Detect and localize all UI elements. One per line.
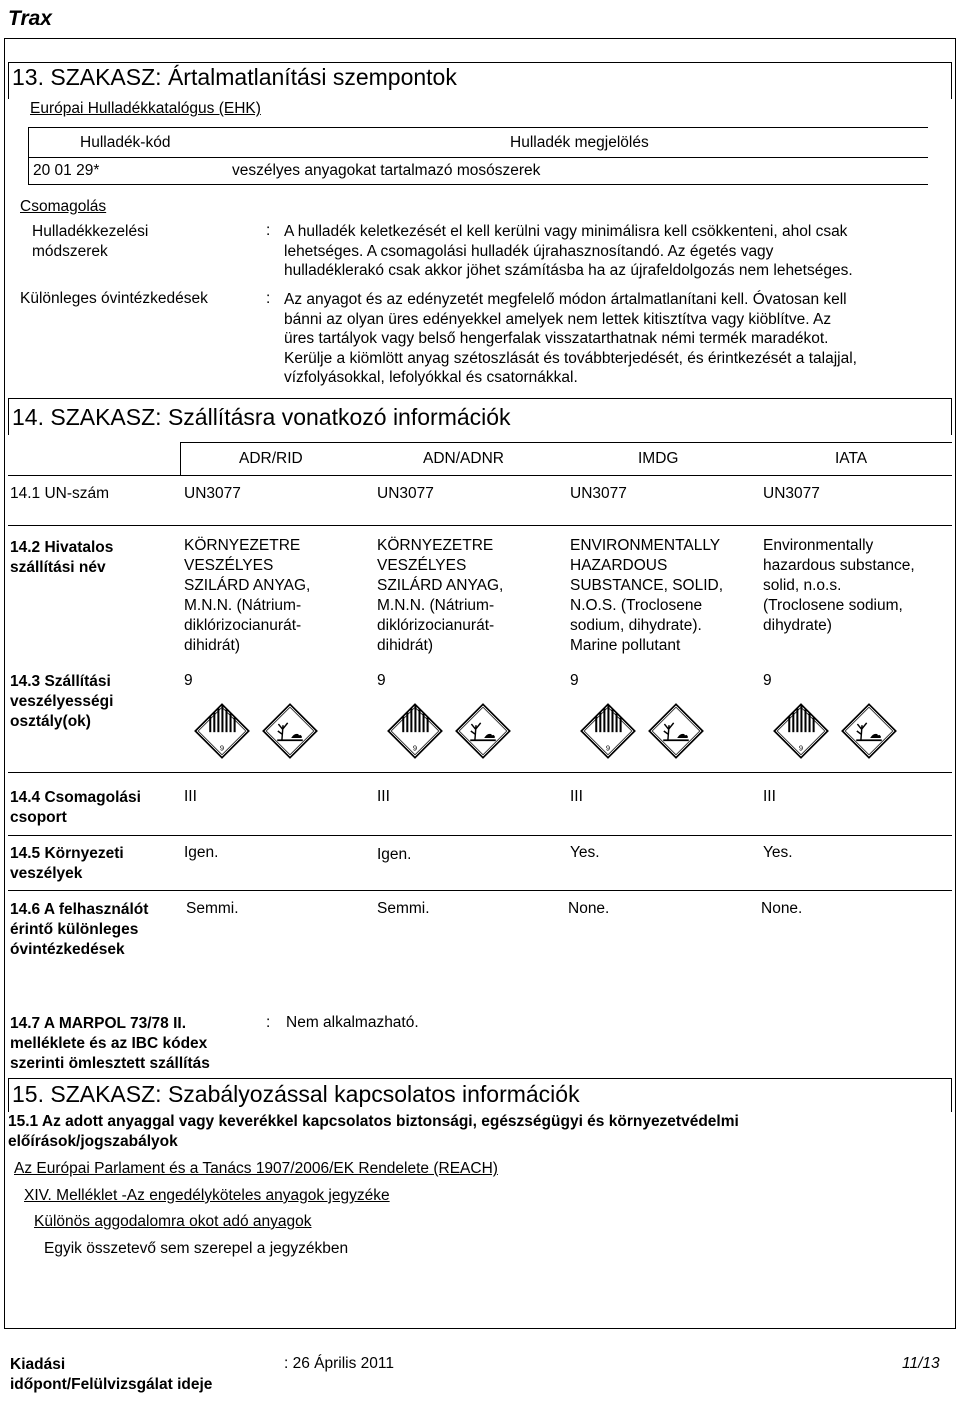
hazard-class-adn: 9 [377, 672, 386, 689]
un-number-adn: UN3077 [377, 485, 434, 502]
s15-title-rule-left [8, 1078, 9, 1112]
col-adn-adnr: ADN/ADNR [423, 450, 504, 467]
precautions-imdg: None. [568, 900, 610, 917]
class-9-number: 9 [798, 743, 804, 753]
packing-group-adr: III [184, 788, 197, 805]
special-text: Az anyagot és az edényzetét megfelelő módon ártalmatlanítani kell. Óvatosan kell bánni az olyan üres edényekkel amelyek nem lettek kitisztítva vagy kiöblítve. Az üres tartályok vagy belső hengerfalak visszatarthatnak némi termék maradékot. Kerülje a kiömlött anyag szétoszlását és továbbterjedését, és érintkezését a talajjal, vízfolyásokkal, lefolyókkal és csatornákkal. [284, 291, 857, 386]
marpol-colon: : [266, 1014, 271, 1031]
packaging-heading: Csomagolás [20, 198, 107, 215]
row-divider-class [8, 772, 952, 773]
s13-title-rule-left [8, 62, 9, 99]
precautions-iata: None. [761, 900, 803, 917]
ehk-table-top [28, 127, 928, 128]
s14-title-rule-left [8, 398, 9, 435]
svhc-none: Egyik összetevő sem szerepel a jegyzékben [44, 1240, 349, 1257]
class-9-diamond-icon [386, 702, 444, 760]
waste-code-value: 20 01 29* [33, 162, 100, 179]
shipping-name-iata: Environmentally hazardous substance, solid, n.o.s. (Troclosene sodium, dihydrate) [763, 537, 915, 634]
s14-title-rule-top [8, 398, 952, 399]
methods-label: Hulladékkezelési módszerek [32, 223, 149, 260]
packing-group-imdg: III [570, 788, 583, 805]
shipping-name-adn: KÖRNYEZETRE VESZÉLYES SZILÁRD ANYAG, M.N.N. (Nátrium- diklórizocianurát- dihidrát) [377, 537, 504, 654]
un-number-label: 14.1 UN-szám [10, 485, 110, 502]
section-13-title: 13. SZAKASZ: Ártalmatlanítási szempontok [12, 64, 457, 90]
un-number-imdg: UN3077 [570, 485, 627, 502]
row-divider-pg [8, 835, 952, 836]
row-divider-env [8, 890, 952, 891]
methods-colon: : [266, 222, 271, 239]
un-number-adr: UN3077 [184, 485, 241, 502]
class-9-number: 9 [412, 743, 418, 753]
marpol-value: Nem alkalmazható. [286, 1014, 419, 1031]
class-9-number: 9 [605, 743, 611, 753]
ehk-table-left [28, 127, 29, 184]
s13-title-rule-top [8, 62, 952, 63]
col-waste-desc: Hulladék megjelölés [510, 134, 649, 151]
environment-hazard-icon [454, 702, 512, 760]
section-14-title: 14. SZAKASZ: Szállításra vonatkozó információk [12, 404, 511, 430]
s13-title-rule-right [951, 62, 952, 99]
ehk-heading: Európai Hulladékkatalógus (EHK) [30, 100, 261, 117]
env-hazards-imdg: Yes. [570, 844, 600, 861]
precautions-adn: Semmi. [377, 900, 430, 917]
revision-date-text: 26 Április 2011 [292, 1355, 395, 1372]
environment-hazard-icon [647, 702, 705, 760]
class-9-diamond-icon [772, 702, 830, 760]
class-9-diamond-icon [579, 702, 637, 760]
hazard-class-imdg: 9 [570, 672, 579, 689]
methods-text: A hulladék keletkezését el kell kerülni vagy minimálisra kell csökkenteni, ahol csak lehetséges. A csomagolási hulladék újrahasznosítandó. Az égetés vagy hulladéklerakó csak akkor jöhet számításba ha az újrafeldolgozás nem lehetséges. [284, 223, 853, 279]
packing-group-adn: III [377, 788, 390, 805]
s14-title-rule-right [951, 398, 952, 435]
revision-date-label: Kiadási időpont/Felülvizsgálat ideje [10, 1356, 213, 1393]
transport-header-left [180, 442, 181, 475]
environment-hazard-icon [261, 702, 319, 760]
col-waste-code: Hulladék-kód [80, 134, 171, 151]
class-9-number: 9 [219, 743, 225, 753]
revision-date-value: : 26 Április 2011 [284, 1355, 395, 1372]
class-9-diamond-icon [193, 702, 251, 760]
hazard-class-adr: 9 [184, 672, 193, 689]
marpol-label: 14.7 A MARPOL 73/78 II. melléklete és az IBC kódex szerinti ömlesztett szállítás [10, 1015, 210, 1072]
hazard-class-label: 14.3 Szállítási veszélyességi osztály(ok) [10, 673, 114, 730]
special-label: Különleges óvintézkedések [20, 290, 208, 307]
precautions-label: 14.6 A felhasználót érintő különleges óvintézkedések [10, 901, 149, 958]
un-number-iata: UN3077 [763, 485, 820, 502]
s15-title-rule-top [8, 1078, 952, 1079]
footer-divider [4, 1328, 956, 1329]
shipping-name-imdg: ENVIRONMENTALLY HAZARDOUS SUBSTANCE, SOLID, N.O.S. (Troclosene sodium, dihydrate). Marine pollutant [570, 537, 724, 654]
row-divider-un [8, 525, 952, 526]
col-adr-rid: ADR/RID [239, 450, 303, 467]
svhc-heading: Különös aggodalomra okot adó anyagok [34, 1213, 312, 1230]
hazard-class-iata: 9 [763, 672, 772, 689]
env-hazards-adn: Igen. [377, 846, 412, 863]
page-number: 11/13 [902, 1355, 940, 1372]
special-colon: : [266, 290, 271, 307]
reach-regulation: Az Európai Parlament és a Tanács 1907/2006/EK Rendelete (REACH) [14, 1160, 498, 1177]
brand-title: Trax [8, 7, 52, 30]
col-iata: IATA [835, 450, 868, 467]
left-border [4, 38, 5, 1329]
shipping-name-label: 14.2 Hivatalos szállítási név [10, 539, 114, 576]
s15-subtitle: 15.1 Az adott anyaggal vagy keverékkel kapcsolatos biztonsági, egészségügyi és környezetvédelmi előírások/jogszabályok [8, 1113, 739, 1150]
env-hazards-iata: Yes. [763, 844, 793, 861]
s15-title-rule-right [951, 1078, 952, 1112]
col-imdg: IMDG [638, 450, 679, 467]
env-hazards-label: 14.5 Környezeti veszélyek [10, 845, 124, 882]
env-hazards-adr: Igen. [184, 844, 219, 861]
shipping-name-adr: KÖRNYEZETRE VESZÉLYES SZILÁRD ANYAG, M.N.N. (Nátrium- diklórizocianurát- dihidrát) [184, 537, 311, 654]
header-divider [4, 38, 956, 39]
right-border [955, 38, 956, 1329]
ehk-table-mid [28, 157, 928, 158]
packing-group-iata: III [763, 788, 776, 805]
environment-hazard-icon [840, 702, 898, 760]
ehk-table-bottom [28, 184, 928, 185]
section-15-title: 15. SZAKASZ: Szabályozással kapcsolatos információk [12, 1081, 580, 1107]
precautions-adr: Semmi. [186, 900, 239, 917]
annex-xiv: XIV. Melléklet -Az engedélyköteles anyagok jegyzéke [24, 1187, 390, 1204]
transport-header-bottom [8, 475, 952, 476]
packing-group-label: 14.4 Csomagolási csoport [10, 789, 141, 826]
transport-header-top [180, 442, 952, 443]
waste-desc-value: veszélyes anyagokat tartalmazó mosószerek [232, 162, 541, 179]
